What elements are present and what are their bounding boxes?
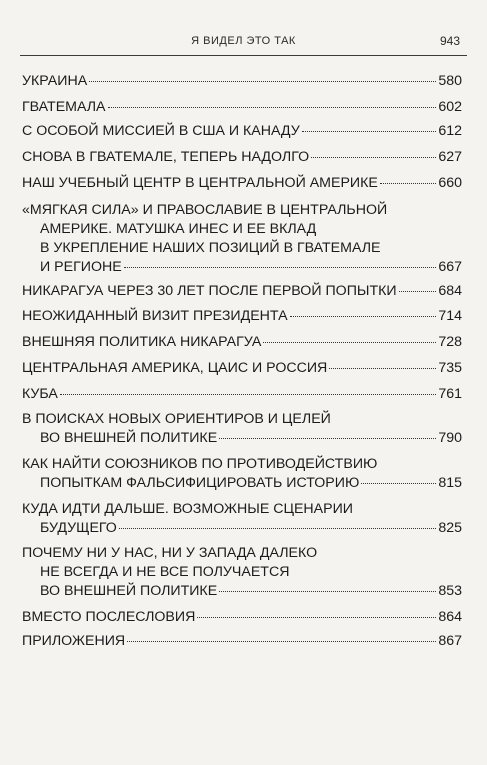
toc-page-number: 825 — [438, 520, 462, 536]
toc-entry-last-line — [22, 519, 462, 538]
dot-leader — [124, 266, 437, 268]
toc-entry-title-line: КАК НАЙТИ СОЮЗНИКОВ ПО ПРОТИВОДЕЙСТВИЮ — [22, 456, 378, 472]
toc-entry-last-line — [22, 307, 462, 326]
toc-entry — [22, 201, 462, 277]
dot-leader — [219, 590, 436, 592]
toc-entry-title-line: ЦЕНТРАЛЬНАЯ АМЕРИКА, ЦАИС И РОССИЯ — [22, 360, 328, 376]
toc-entry-last-line — [22, 148, 462, 167]
page-number: 943 — [439, 34, 460, 48]
dot-leader — [108, 106, 437, 108]
toc-page-number: 612 — [438, 123, 462, 139]
toc-entry-title-line: ПРИЛОЖЕНИЯ — [22, 633, 126, 649]
toc-page-number: 714 — [438, 308, 462, 324]
dot-leader — [127, 640, 436, 642]
toc-entry-title-line: НЕ ВСЕГДА И НЕ ВСЕ ПОЛУЧАЕТСЯ — [40, 564, 290, 580]
toc-entry-title-line: КУДА ИДТИ ДАЛЬШЕ. ВОЗМОЖНЫЕ СЦЕНАРИИ — [22, 501, 353, 517]
toc-page-number: 735 — [438, 360, 462, 376]
book-title: Я ВИДЕЛ ЭТО ТАК — [191, 35, 296, 47]
dot-leader — [380, 182, 436, 184]
toc-entry — [22, 122, 462, 141]
dot-leader — [311, 156, 436, 158]
toc-page-number: 728 — [438, 334, 462, 350]
toc-entry-title-line: ГВАТЕМАЛА — [22, 99, 106, 115]
toc-entry-last-line — [22, 359, 462, 378]
toc-page-number: 761 — [438, 386, 462, 402]
toc-page-number: 867 — [438, 633, 462, 649]
toc-entry-title-line: В ПОИСКАХ НОВЫХ ОРИЕНТИРОВ И ЦЕЛЕЙ — [22, 411, 331, 427]
toc-entry-title-line: НИКАРАГУА ЧЕРЕЗ 30 ЛЕТ ПОСЛЕ ПЕРВОЙ ПОПЫТКИ — [22, 283, 397, 299]
dot-leader — [119, 527, 437, 529]
toc-entry-title-line: НЕОЖИДАННЫЙ ВИЗИТ ПРЕЗИДЕНТА — [22, 308, 288, 324]
toc-entry — [22, 359, 462, 378]
toc-entry — [22, 410, 462, 448]
toc-entry-last-line — [22, 122, 462, 141]
toc-entry — [22, 98, 462, 117]
dot-leader — [263, 341, 436, 343]
toc-entry — [22, 148, 462, 167]
toc-page-number: 580 — [438, 73, 462, 89]
toc-entry — [22, 632, 462, 651]
dot-leader — [302, 130, 437, 132]
toc-entry-title-line: СНОВА В ГВАТЕМАЛЕ, ТЕПЕРЬ НАДОЛГО — [22, 149, 310, 165]
toc-entry-title-line: И РЕГИОНЕ — [40, 259, 122, 275]
toc-page-number: 815 — [438, 475, 462, 491]
toc-entry — [22, 608, 462, 627]
toc-entry-title-line: ПОПЫТКАМ ФАЛЬСИФИЦИРОВАТЬ ИСТОРИЮ — [40, 475, 360, 491]
header-rule — [20, 55, 467, 56]
dot-leader — [361, 482, 436, 484]
toc-entry — [22, 72, 462, 91]
toc-page-number: 627 — [438, 149, 462, 165]
toc-entry-last-line — [22, 582, 462, 601]
toc-entry-title-line: С ОСОБОЙ МИССИЕЙ В США И КАНАДУ — [22, 123, 300, 139]
toc-entry — [22, 333, 462, 352]
toc-entry-title-line: ВНЕШНЯЯ ПОЛИТИКА НИКАРАГУА — [22, 334, 262, 350]
toc-page-number: 660 — [438, 175, 462, 191]
toc-entry-last-line — [22, 72, 462, 91]
dot-leader — [329, 367, 436, 369]
toc-entry-title-line: «МЯГКАЯ СИЛА» И ПРАВОСЛАВИЕ В ЦЕНТРАЛЬНОЙ — [22, 202, 388, 218]
toc-entry — [22, 282, 462, 301]
toc-entry-title-line: БУДУЩЕГО — [40, 520, 117, 536]
toc-entry-last-line — [22, 258, 462, 277]
toc-entry-last-line — [22, 333, 462, 352]
toc-page-number: 853 — [438, 583, 462, 599]
dot-leader — [219, 437, 436, 439]
toc-entry-title-line: В УКРЕПЛЕНИЕ НАШИХ ПОЗИЦИЙ В ГВАТЕМАЛЕ — [40, 240, 381, 256]
dot-leader — [89, 80, 436, 82]
toc-entry — [22, 544, 462, 601]
toc-entry-last-line — [22, 429, 462, 448]
toc-entry-last-line — [22, 98, 462, 117]
toc-page-number: 602 — [438, 99, 462, 115]
toc-entry-last-line — [22, 632, 462, 651]
toc-entry — [22, 500, 462, 538]
toc-entry-last-line — [22, 174, 462, 193]
dot-leader — [60, 393, 436, 395]
toc-entry-title-line: ВО ВНЕШНЕЙ ПОЛИТИКЕ — [40, 583, 218, 599]
toc-entry-title-line: КУБА — [22, 386, 58, 402]
toc-entry-last-line — [22, 282, 462, 301]
toc-entry — [22, 385, 462, 404]
toc-page-number: 790 — [438, 430, 462, 446]
toc-entry-title-line: ПОЧЕМУ НИ У НАС, НИ У ЗАПАДА ДАЛЕКО — [22, 545, 318, 561]
running-head — [0, 31, 487, 51]
dot-leader — [399, 290, 437, 292]
toc-entry — [22, 455, 462, 493]
toc-entry-last-line — [22, 608, 462, 627]
toc-entry-title-line: ВМЕСТО ПОСЛЕСЛОВИЯ — [22, 609, 196, 625]
toc-entry-last-line — [22, 474, 462, 493]
toc-entry-title-line: ВО ВНЕШНЕЙ ПОЛИТИКЕ — [40, 430, 218, 446]
toc-entry-title-line: НАШ УЧЕБНЫЙ ЦЕНТР В ЦЕНТРАЛЬНОЙ АМЕРИКЕ — [22, 175, 378, 191]
toc-page-number: 684 — [438, 283, 462, 299]
toc-entry-last-line — [22, 385, 462, 404]
toc-entry — [22, 174, 462, 193]
dot-leader — [290, 315, 437, 317]
toc-entry-title-line: АМЕРИКЕ. МАТУШКА ИНЕС И ЕЕ ВКЛАД — [40, 221, 317, 237]
toc-entry-title-line: УКРАИНА — [22, 73, 88, 89]
toc-page-number: 667 — [438, 259, 462, 275]
toc-page-number: 864 — [438, 609, 462, 625]
toc-entry — [22, 307, 462, 326]
dot-leader — [197, 616, 436, 618]
